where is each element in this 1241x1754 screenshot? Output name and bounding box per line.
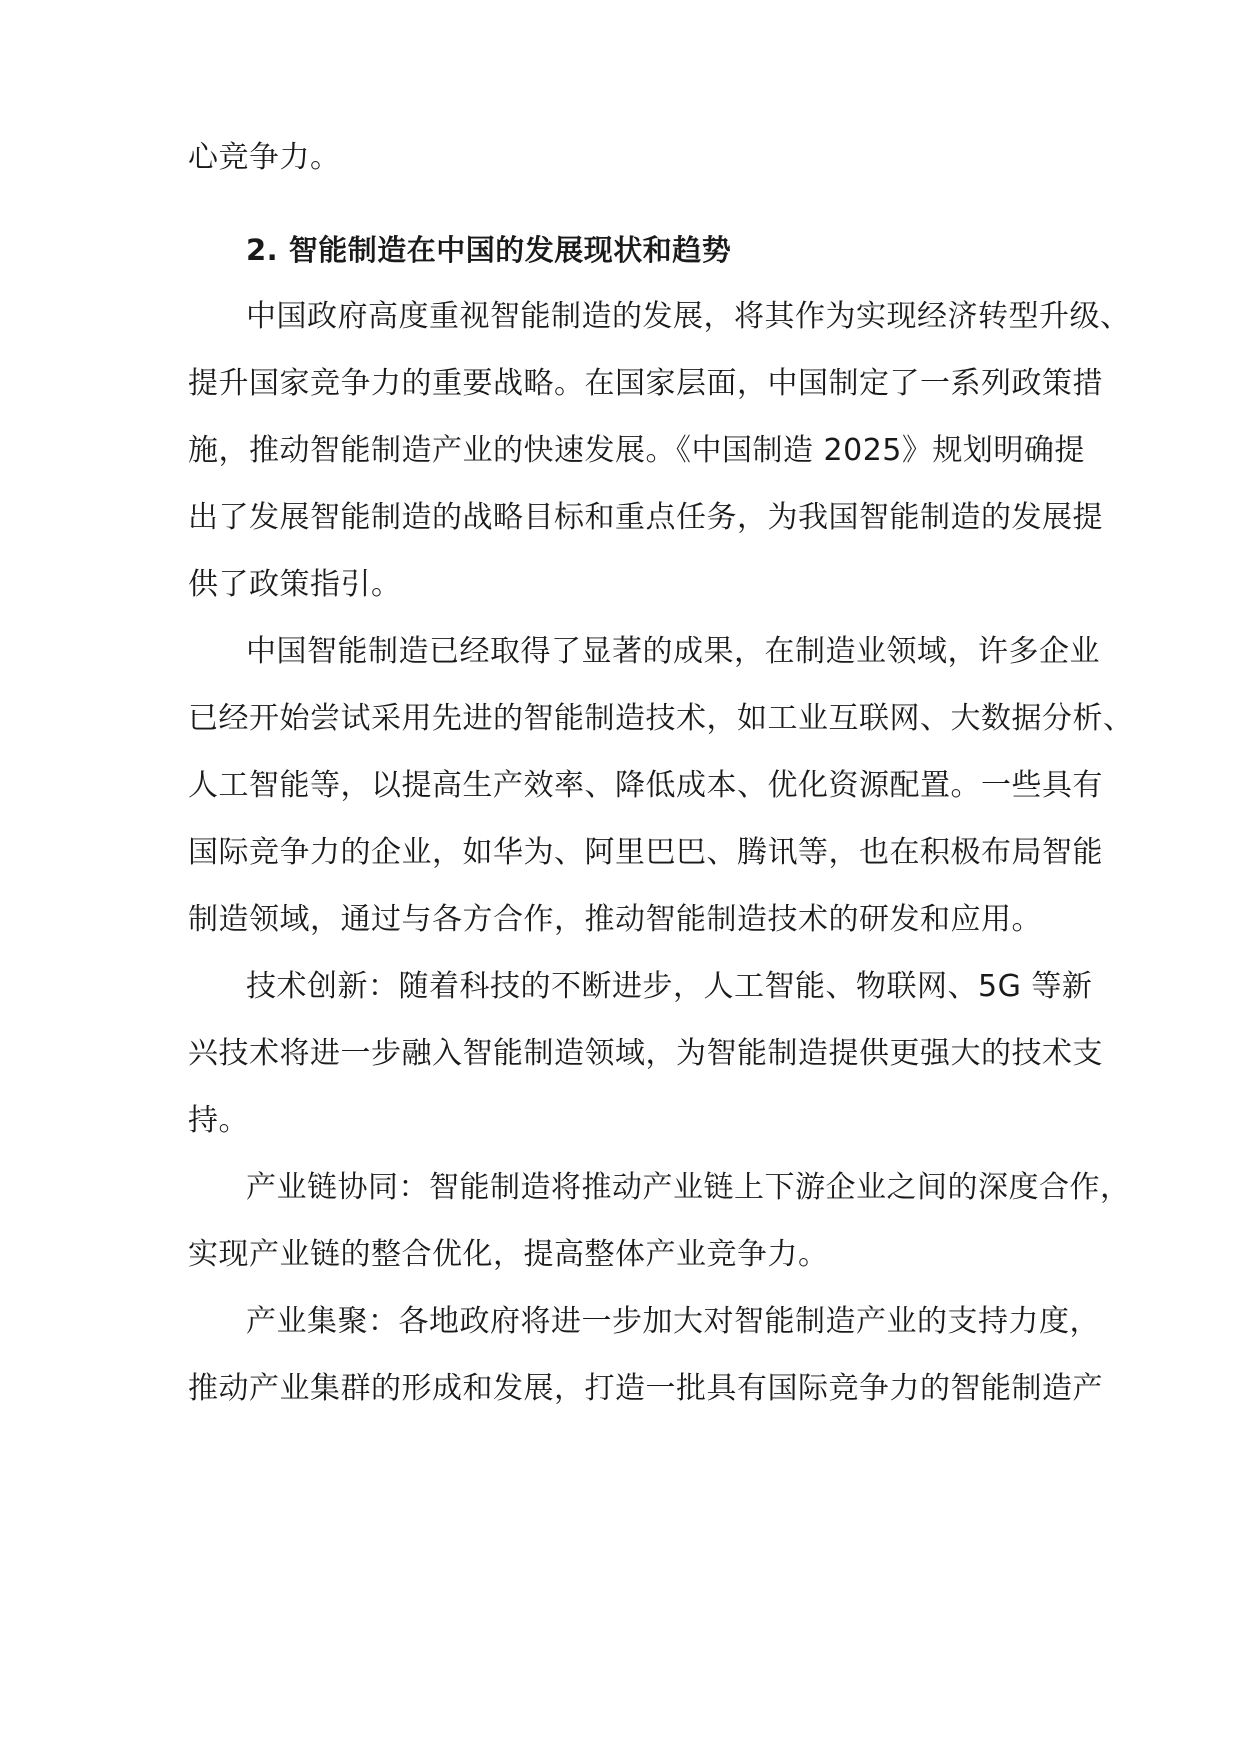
paragraph-line: 推动产业集群的形成和发展，打造一批具有国际竞争力的智能制造产 [188,1371,1103,1406]
paragraph-line: 提升国家竞争力的重要战略。在国家层面，中国制定了一系列政策措 [188,366,1103,401]
paragraph-line: 人工智能等，以提高生产效率、降低成本、优化资源配置。一些具有 [188,768,1103,803]
continuation-text: 心竞争力。 [188,140,341,175]
paragraph-line: 已经开始尝试采用先进的智能制造技术，如工业互联网、大数据分析、 [188,701,1134,736]
paragraph-line: 中国智能制造已经取得了显著的成果，在制造业领域，许多企业 [246,634,1100,669]
paragraph-line: 国际竞争力的企业，如华为、阿里巴巴、腾讯等，也在积极布局智能 [188,835,1103,870]
paragraph-line: 兴技术将进一步融入智能制造领域，为智能制造提供更强大的技术支 [188,1036,1103,1071]
paragraph-line: 产业链协同：智能制造将推动产业链上下游企业之间的深度合作， [246,1170,1131,1205]
paragraph-line: 实现产业链的整合优化，提高整体产业竞争力。 [188,1237,829,1272]
paragraph-line: 制造领域，通过与各方合作，推动智能制造技术的研发和应用。 [188,902,1042,937]
paragraph-line: 中国政府高度重视智能制造的发展，将其作为实现经济转型升级、 [246,299,1131,334]
paragraph-line: 出了发展智能制造的战略目标和重点任务，为我国智能制造的发展提 [188,500,1103,535]
paragraph-line: 施，推动智能制造产业的快速发展。《中国制造 2025》规划明确提 [188,433,1085,468]
paragraph-line: 供了政策指引。 [188,567,402,602]
paragraph-line: 产业集聚：各地政府将进一步加大对智能制造产业的支持力度， [246,1304,1100,1339]
paragraph-line: 技术创新：随着科技的不断进步，人工智能、物联网、5G 等新 [246,969,1093,1004]
section-heading: 2. 智能制造在中国的发展现状和趋势 [246,233,732,267]
paragraph-line: 持。 [188,1103,249,1138]
